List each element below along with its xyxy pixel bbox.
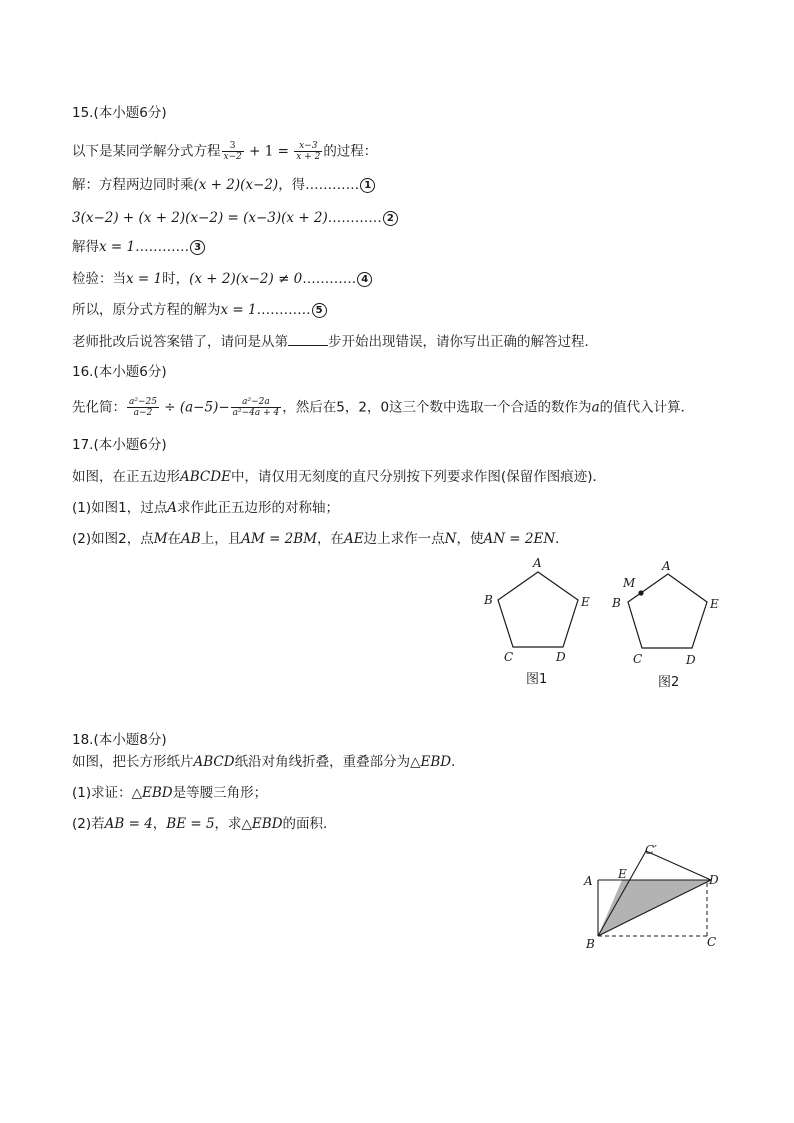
fig3-label-a: A [584, 874, 593, 888]
q18-line3: (2)若AB = 4，BE = 5，求△EBD的面积． [72, 816, 337, 832]
step-mark-3: 3 [190, 240, 205, 255]
q17-header: 17.(本小题6分) [72, 437, 167, 453]
fig2-caption: 图2 [658, 675, 680, 690]
figure-2-pentagon [600, 550, 740, 695]
fig2-label-a: A [662, 559, 671, 573]
step-mark-1: 1 [360, 178, 375, 193]
fig1-label-a: A [533, 556, 542, 570]
point-m [638, 590, 643, 595]
q16-fraction-1: $\frac{\text{a²−25}}{a-2}$ [129, 397, 157, 418]
q15-step4: 检验：当x = 1时，(x + 2)(x−2) ≠ 0………… 4 [72, 270, 372, 288]
q17-line2: (1)如图1，过点A求作此正五边形的对称轴； [72, 500, 339, 516]
fig3-label-b: B [586, 937, 595, 951]
q17-line3: (2)如图2，点M在AB上，且AM = 2BM，在AE边上求作一点N，使AN = 2EN． [72, 531, 569, 547]
fig3-label-e: E [618, 867, 627, 881]
q18-header: 18.(本小题8分) [72, 732, 167, 748]
q18-line1: 如图，把长方形纸片ABCD纸沿对角线折叠，重叠部分为△EBD． [72, 754, 465, 770]
fig1-label-b: B [484, 593, 493, 607]
fig1-label-d: D [556, 650, 566, 664]
q15-step3: 解得x = 1………… 3 [72, 238, 205, 256]
fig2-label-b: B [612, 596, 621, 610]
q15-step1: 解：方程两边同时乘(x + 2)(x−2)，得………… 1 [72, 176, 375, 194]
q15-intro-a: 以下是某同学解分式方程 [72, 143, 221, 160]
step-mark-4: 4 [357, 272, 372, 287]
q15-fraction-left: $\frac{3}{x-2}$ [223, 141, 242, 162]
answer-blank [288, 333, 328, 346]
fig2-label-c: C [633, 652, 643, 666]
fig2-label-m: M [623, 576, 636, 590]
q15-eq-mid: + 1 = [244, 143, 294, 160]
step-mark-5: 5 [312, 303, 327, 318]
fig3-label-c-prime: C′ [645, 843, 657, 857]
q15-step5: 所以，原分式方程的解为x = 1………… 5 [72, 301, 327, 319]
q16-text: 先化简： $\frac{\text{a²−25}}{a-2}$ ÷ (a−5)− $\frac{\text{a²−2a}}{\text{a²−4a + 4}}$ ，然后在5，2，0这三个数中选取一个合适的数作为a的值代入计算． [72, 397, 695, 418]
q15-step2: 3(x−2) + (x + 2)(x−2) = (x−3)(x + 2)………… 2 [72, 209, 398, 227]
fig3-label-d: D [709, 873, 719, 887]
figure-folded-rectangle [578, 838, 728, 956]
q16-header: 16.(本小题6分) [72, 364, 167, 380]
pentagon-1 [498, 572, 578, 647]
q16-fraction-2: $\frac{\text{a²−2a}}{\text{a²−4a + 4}}$ [232, 397, 280, 418]
q18-line2: (1)求证：△EBD是等腰三角形； [72, 785, 268, 801]
q15-header: 15.(本小题6分) [72, 105, 167, 121]
fig1-label-c: C [504, 650, 514, 664]
pentagon-2 [628, 574, 707, 648]
q15-intro-b: 的过程： [323, 143, 378, 160]
step-mark-2: 2 [383, 211, 398, 226]
fig3-label-c: C [707, 935, 717, 949]
q17-line1: 如图，在正五边形ABCDE中，请仅用无刻度的直尺分别按下列要求作图(保留作图痕迹)． [72, 469, 606, 485]
q15-question: 老师批改后说答案错了，请问是从第 步开始出现错误，请你写出正确的解答过程． [72, 334, 598, 350]
q15-fraction-right: $\frac{x-3}{x + 2}$ [296, 141, 321, 162]
q15-intro [72, 141, 377, 162]
fig1-caption: 图1 [526, 672, 548, 687]
fig2-label-e: E [710, 597, 719, 611]
figure-1-pentagon [470, 550, 610, 695]
fig2-label-d: D [686, 653, 696, 667]
fig1-label-e: E [581, 595, 590, 609]
